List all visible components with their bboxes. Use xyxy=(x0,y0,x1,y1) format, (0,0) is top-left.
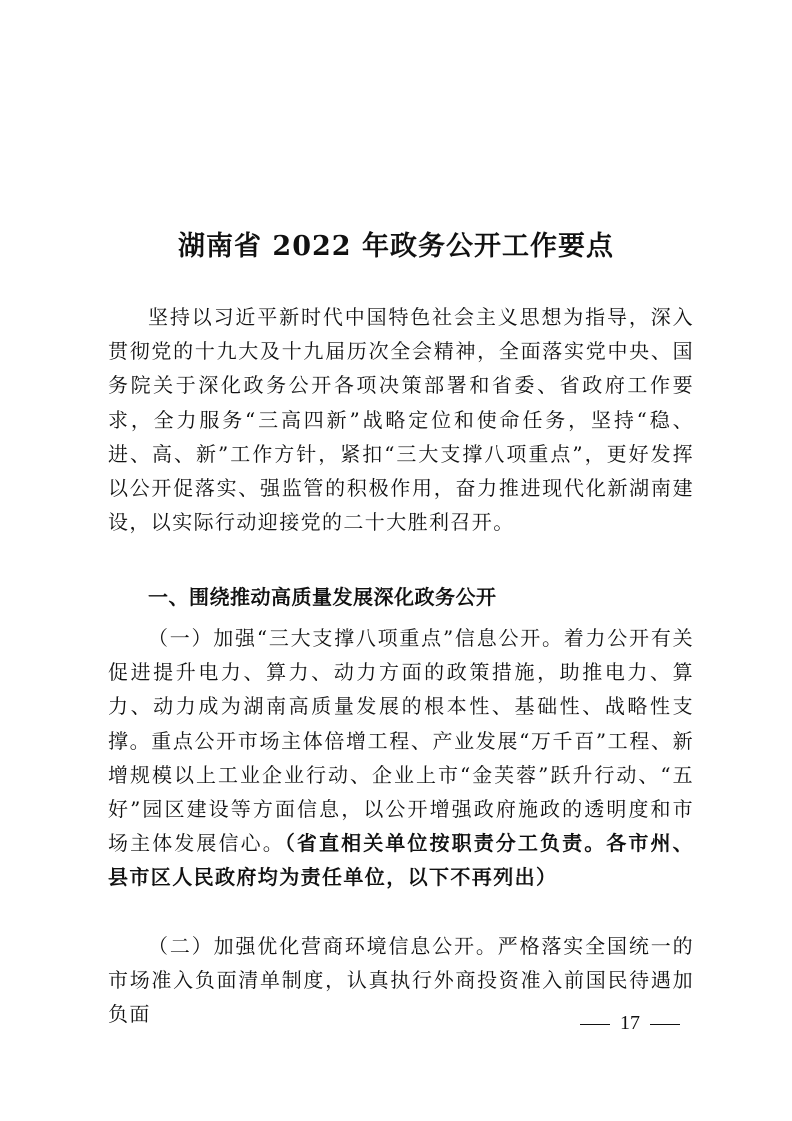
page-footer xyxy=(560,1012,700,1035)
intro-paragraph: 坚持以习近平新时代中国特色社会主义思想为指导，深入贯彻党的十九大及十九届历次全会精神，全面落实党中央、国务院关于深化政务公开各项决策部署和省委、省政府工作要求，全力服务“三高四新”战略定位和使命任务，坚持“稳、进、高、新”工作方针，紧扣“三大支撑八项重点”，更好发挥以公开促落实、强监管的积极作用，奋力推进现代化新湖南建设，以实际行动迎接党的二十大胜利召开。 xyxy=(108,305,694,535)
section-heading: 一、围绕推动高质量发展深化政务公开 xyxy=(148,585,497,609)
item-1-text: （一）加强“三大支撑八项重点”信息公开。着力公开有关促进提升电力、算力、动力方面的政策措施，助推电力、算力、动力成为湖南高质量发展的根本性、基础性、战略性支撑。重点公开市场主体倍增工程、产业发展“万千百”工程、新增规模以上工业企业行动、企业上市“金芙蓉”跃升行动、“五好”园区建设等方面信息，以公开增强政府施政的透明度和市场主体发展信心。 xyxy=(108,626,694,856)
item-1-responsibility-note: （省直相关单位按职责分工负责。各市州、县市区人民政府均为责任单位，以下不再列出） xyxy=(108,831,694,890)
dash-right xyxy=(650,1024,680,1025)
item-1-paragraph xyxy=(108,621,694,895)
dash-left xyxy=(580,1024,610,1025)
item-2-paragraph: （二）加强优化营商环境信息公开。严格落实全国统一的市场准入负面清单制度，认真执行外商投资准入前国民待遇加负面 xyxy=(108,934,694,1027)
page-number: 17 xyxy=(620,1012,640,1034)
page-title: 湖南省 2022 年政务公开工作要点 xyxy=(178,231,614,262)
